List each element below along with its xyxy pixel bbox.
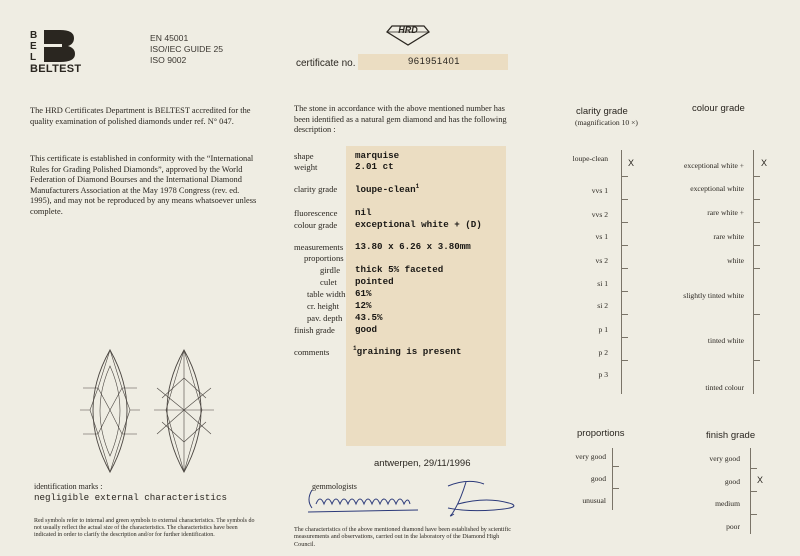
conformity-paragraph: This certificate is established in conformity with the “International Rules for Grading Polished Diamonds”, approved by the World Federation of Diamond Bourses and the International Diamond Manufacturers Association at the May 1978 Congress (rev. ed. 1995), and may not be reproduced by any means whatsoever unless complete. xyxy=(30,154,257,216)
colour-tick xyxy=(754,268,760,269)
clarity-value xyxy=(355,183,419,195)
clarity-scale-axis xyxy=(621,150,622,394)
colour-value: exceptional white + (D) xyxy=(355,219,482,230)
identification-plot xyxy=(24,348,260,478)
colour-tick xyxy=(754,314,760,315)
proportions-grade-good: good xyxy=(590,474,606,483)
culet-label: culet xyxy=(320,277,337,287)
clarity-tick xyxy=(622,176,628,177)
clarity-grade-p3: p 3 xyxy=(598,370,608,379)
standards-list xyxy=(150,33,223,66)
pavilion-depth-label: pav. depth xyxy=(307,313,343,323)
clarity-grade-loupe-clean: loupe-clean xyxy=(572,154,608,163)
colour-grade-white: white xyxy=(727,256,744,265)
colour-scale-axis xyxy=(753,150,754,394)
measurements-value: 13.80 x 6.26 x 3.80mm xyxy=(355,241,471,252)
proportions-grade-unusual: unusual xyxy=(582,496,606,505)
footnote-center: The characteristics of the above mentioned diamond have been established by scientific measurements and observations, carried out in the laboratory of the Diamond High Council. xyxy=(294,526,511,548)
clarity-scale-title: clarity grade xyxy=(576,106,628,117)
colour-grade-slightly-tinted-white: slightly tinted white xyxy=(683,291,744,300)
clarity-grade-vvs2: vvs 2 xyxy=(591,210,608,219)
colour-selected-mark: X xyxy=(761,158,768,168)
shape-label: shape xyxy=(294,151,314,161)
measurements-label: measurements xyxy=(294,242,344,252)
colour-tick xyxy=(754,176,760,177)
clarity-tick xyxy=(622,222,628,223)
clarity-scale-subtitle: (magnification 10 ×) xyxy=(575,118,638,127)
finish-tick xyxy=(751,491,757,492)
clarity-tick xyxy=(622,337,628,338)
comments-label: comments xyxy=(294,347,330,357)
hrd-emblem xyxy=(386,24,430,46)
place-date: antwerpen, 29/11/1996 xyxy=(374,458,471,469)
standard-iso-iec: ISO/IEC GUIDE 25 xyxy=(150,44,224,54)
clarity-selected-mark: X xyxy=(628,158,635,168)
identification-label: identification marks : xyxy=(34,482,103,491)
finish-grade-medium: medium xyxy=(715,499,740,508)
finish-grade-good: good xyxy=(724,477,740,486)
girdle-value: thick 5% faceted xyxy=(355,264,444,275)
proportions-grade-very-good: very good xyxy=(575,452,606,461)
colour-grade-exceptional-white-plus: exceptional white + xyxy=(684,161,744,170)
intro-paragraph: The stone in accordance with the above mentioned number has been identified as a natural gem diamond and has the following description : xyxy=(294,104,507,135)
finish-selected-mark: X xyxy=(757,475,764,485)
proportions-label: proportions xyxy=(304,253,344,263)
crown-height-value: 12% xyxy=(355,300,372,311)
fluorescence-value: nil xyxy=(355,207,372,218)
clarity-grade-vs2: vs 2 xyxy=(595,256,608,265)
clarity-grade-si1: si 1 xyxy=(597,279,608,288)
clarity-tick xyxy=(622,199,628,200)
hrd-emblem-text: HRD xyxy=(398,25,418,35)
clarity-tick xyxy=(622,245,628,246)
pavilion-depth-value: 43.5% xyxy=(355,312,383,323)
accreditation-paragraph: The HRD Certificates Department is BELTEST accredited for the quality examination of polished diamonds under ref. N° 047. xyxy=(30,106,251,126)
clarity-tick xyxy=(622,268,628,269)
identification-value: negligible external characteristics xyxy=(34,492,227,503)
finish-value: good xyxy=(355,324,378,335)
clarity-footnote-mark: 1 xyxy=(415,183,420,190)
colour-grade-rare-white: rare white xyxy=(713,232,744,241)
logo-letter-e: E xyxy=(30,41,37,52)
proportions-tick xyxy=(613,466,619,467)
comments-footnote-mark: 1 xyxy=(353,345,357,352)
table-width-value: 61% xyxy=(355,288,372,299)
standard-iso: ISO 9002 xyxy=(150,55,187,65)
proportions-tick xyxy=(613,488,619,489)
colour-grade-tinted-white: tinted white xyxy=(707,336,744,345)
clarity-value-text: loupe-clean xyxy=(355,184,416,196)
clarity-grade-p2: p 2 xyxy=(598,348,608,357)
logo-letter-l: L xyxy=(30,52,37,63)
standard-en: EN 45001 xyxy=(150,33,189,43)
finish-scale-title: finish grade xyxy=(706,430,756,441)
table-width-label: table width xyxy=(307,289,346,299)
colour-tick xyxy=(754,360,760,361)
finish-grade-very-good: very good xyxy=(709,454,740,463)
logo-b-shape xyxy=(42,30,76,62)
girdle-label: girdle xyxy=(320,265,341,275)
certificate-label: certificate no. xyxy=(296,58,356,69)
certificate-number: 961951401 xyxy=(408,56,461,67)
colour-tick xyxy=(754,199,760,200)
clarity-label: clarity grade xyxy=(294,184,338,194)
crown-height-label: cr. height xyxy=(307,301,339,311)
clarity-grade-vvs1: vvs 1 xyxy=(591,186,608,195)
colour-label: colour grade xyxy=(294,220,338,230)
gemmologists-label: gemmologists xyxy=(312,482,357,491)
finish-tick xyxy=(751,468,757,469)
colour-tick xyxy=(754,222,760,223)
shape-value: marquise xyxy=(355,150,400,161)
clarity-grade-vs1: vs 1 xyxy=(595,232,608,241)
fluorescence-label: fluorescence xyxy=(294,208,338,218)
logo-word: BELTEST xyxy=(30,63,82,75)
marquise-diagram xyxy=(24,348,260,478)
finish-grade-poor: poor xyxy=(726,522,740,531)
clarity-tick xyxy=(622,314,628,315)
colour-grade-rare-white-plus: rare white + xyxy=(707,208,744,217)
weight-label: weight xyxy=(294,162,318,172)
comments-value-text: graining is present xyxy=(356,346,462,358)
signatures xyxy=(298,474,528,520)
finish-tick xyxy=(751,514,757,515)
colour-scale-title: colour grade xyxy=(692,103,745,114)
clarity-grade-si2: si 2 xyxy=(597,301,608,310)
clarity-tick xyxy=(622,360,628,361)
culet-value: pointed xyxy=(355,276,394,287)
colour-tick xyxy=(754,245,760,246)
weight-value: 2.01 ct xyxy=(355,161,394,172)
proportions-scale-axis xyxy=(612,448,613,510)
footnote-left: Red symbols refer to internal and green symbols to external characteristics. The symbols do not usually reflect the actual size of the characteristics. The characteristics have been indicated in order to clarify the description and/or for further identification. xyxy=(34,518,255,539)
colour-grade-tinted-colour: tinted colour xyxy=(705,383,744,392)
colour-grade-exceptional-white: exceptional white xyxy=(690,184,744,193)
finish-label: finish grade xyxy=(294,325,335,335)
logo-letter-b: B xyxy=(30,30,38,41)
comments-value xyxy=(353,345,461,357)
proportions-scale-title: proportions xyxy=(577,428,625,439)
clarity-grade-p1: p 1 xyxy=(598,325,608,334)
beltest-logo xyxy=(30,30,82,76)
